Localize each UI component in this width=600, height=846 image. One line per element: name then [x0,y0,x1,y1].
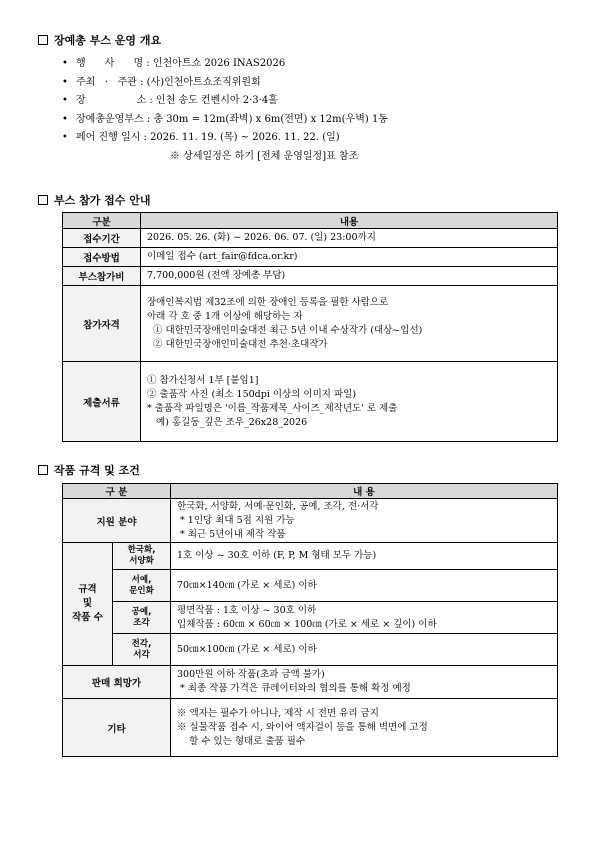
overview-item: • 페어 진행 일시 : 2026. 11. 19. (목) ~ 2026. 11. 22. (일) [62,129,562,148]
row-label-price: 판매 희망가 [63,666,171,699]
spec-sub-craft: 공예, 조각 [113,602,171,634]
spec-value-craft: 평면작품 : 1호 이상 ~ 30호 이하 입체작품 : 60㎝ × 60㎝ × 100㎝ (가로 × 세로 × 깊이) 이하 [171,602,558,634]
row-label-fee: 부스참가비 [63,267,141,286]
spec-sub-painting: 한국화, 서양화 [113,543,171,570]
spec-sub-carving: 전각, 서각 [113,634,171,666]
section-spec-title: 작품 규격 및 조건 [38,462,140,478]
overview-item: • 주최 · 주관 : (사)인천아트쇼조직위원회 [62,74,562,93]
checkbox-square-icon [38,195,48,205]
bullet-dot-icon: • [62,58,68,69]
spec-value-painting: 1호 이상 ~ 30호 이하 (F, P, M 형태 모두 가능) [171,543,558,570]
bullet-dot-icon: • [62,113,68,125]
row-label-documents: 제출서류 [63,362,141,442]
row-label-genre: 지원 분야 [63,499,171,543]
spec-table [62,483,558,757]
row-value-documents: ① 참가신청서 1부 [붙임1] ② 출품작 사진 (최소 150dpi 이상의 이미지 파일) * 출품작 파일명은 '이름_작품제목_사이즈_제작년도' 로 제출 예) 홍길동_깊은 조우_26x28_2026 [141,362,558,442]
row-value-etc: ※ 액자는 필수가 아니나, 제작 시 전면 유리 금지 ※ 실물작품 접수 시, 와이어 액자걸이 등을 통해 벽면에 고정 할 수 있는 형태로 출품 필수 [171,699,558,757]
overview-item: • 장예총운영부스 : 총 30m = 12m(좌벽) x 6m(전면) x 12m(우벽) 1동 [62,111,562,130]
row-label-spec: 규격 및 작품 수 [63,543,113,666]
spec-value-calligraphy: 70㎝×140㎝ (가로 × 세로) 이하 [171,570,558,602]
row-value-method: 이메일 접수 (art_fair@fdca.or.kr) [141,248,558,267]
section-overview-title: 장예총 부스 운영 개요 [38,32,161,48]
overview-list [62,55,562,166]
table-header-category: 구분 [63,213,141,229]
checkbox-square-icon [38,35,48,45]
bullet-dot-icon: • [62,95,68,106]
row-label-method: 접수방법 [63,248,141,267]
bullet-dot-icon: • [62,76,68,88]
spec-value-carving: 50㎝×100㎝ (가로 × 세로) 이하 [171,634,558,666]
row-label-etc: 기타 [63,699,171,757]
row-value-eligibility: 장애인복지법 제32조에 의한 장애인 등록을 필한 사람으로 아래 각 호 중 1개 이상에 해당하는 자 ① 대한민국장애인미술대전 최근 5년 이내 수상작가 (대상~입선) ② 대한민국장애인미술대전 추천·초대작가 [141,286,558,362]
overview-item: • 장 소 : 인천 송도 컨벤시아 2·3·4홀 [62,92,562,111]
overview-item: • 행 사 명 : 인천아트쇼 2026 INAS2026 [62,55,562,74]
row-value-period: 2026. 05. 26. (화) ~ 2026. 06. 07. (일) 23:00까지 [141,229,558,248]
section-application-title: 부스 참가 접수 안내 [38,192,151,208]
overview-note: ※ 상세일정은 하기 [전체 운영일정]표 참조 [170,150,359,162]
row-label-eligibility: 참가자격 [63,286,141,362]
bullet-dot-icon: • [62,132,68,143]
row-value-genre: 한국화, 서양화, 서예·문인화, 공예, 조각, 전·서각 * 1인당 최대 5점 지원 가능 * 최근 5년이내 제작 작품 [171,499,558,543]
row-value-fee: 7,700,000원 (전액 장예총 부담) [141,267,558,286]
application-table [62,212,558,442]
spec-sub-calligraphy: 서예, 문인화 [113,570,171,602]
row-value-price: 300만원 이하 작품(초과 금액 불가) * 최종 작품 가격은 큐레이터와의 협의를 통해 확정 예정 [171,666,558,699]
spec-header-content: 내 용 [171,484,558,499]
table-header-content: 내용 [141,213,558,229]
spec-header-category: 구 분 [63,484,171,499]
row-label-period: 접수기간 [63,229,141,248]
checkbox-square-icon [38,465,48,475]
